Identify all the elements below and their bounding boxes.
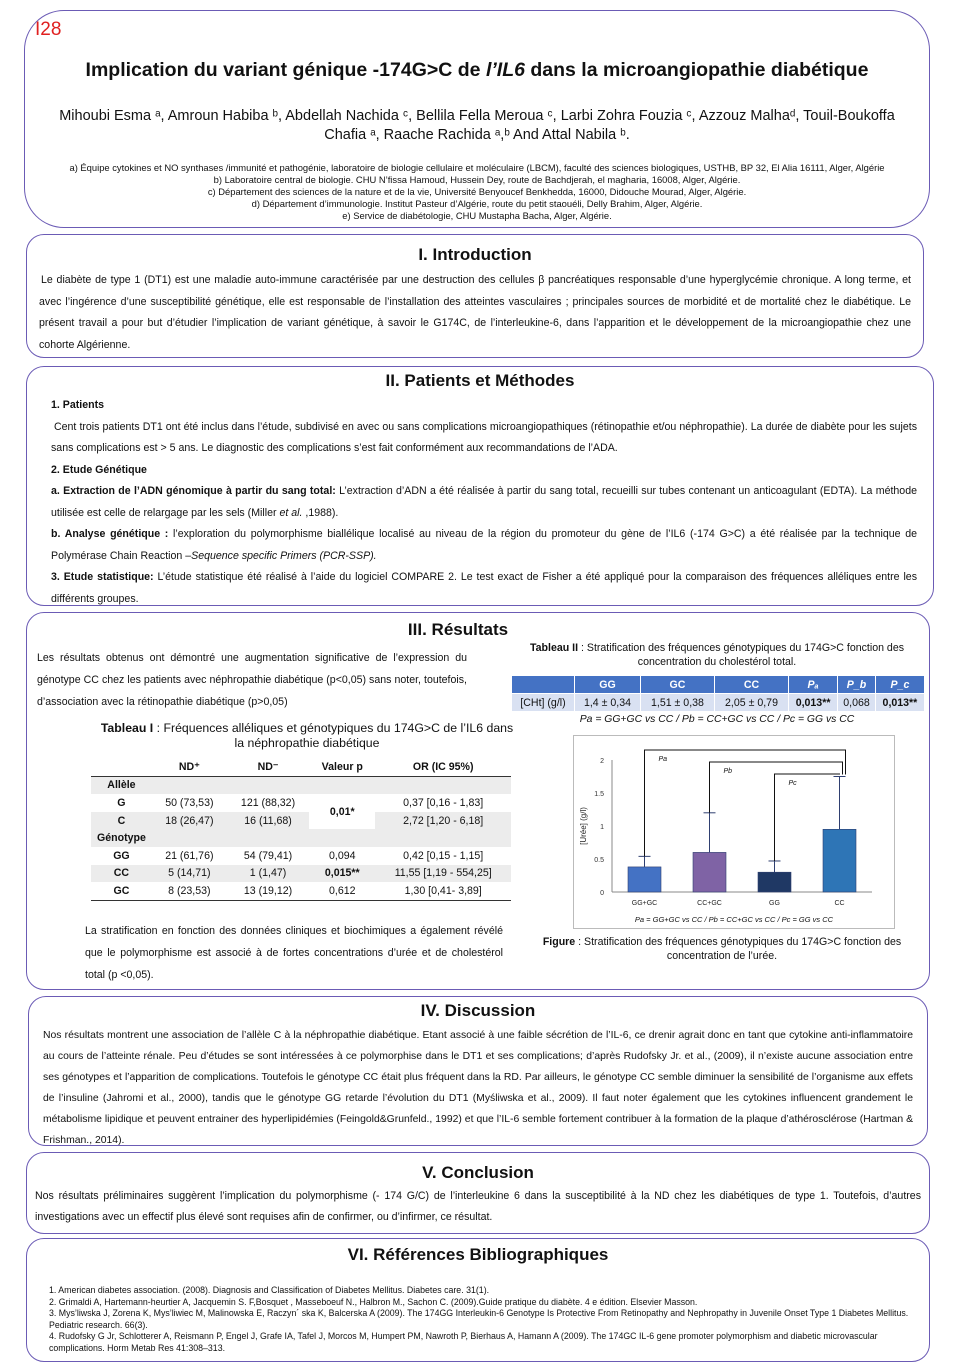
significance-bracket bbox=[645, 750, 846, 856]
t2-h2: GC bbox=[640, 676, 714, 694]
t1-allele-label: Allèle bbox=[107, 779, 136, 792]
references-box bbox=[26, 1238, 930, 1362]
t1-cell: G bbox=[117, 796, 126, 809]
t2-cell: 2,05 ± 0,79 bbox=[714, 694, 788, 712]
table1-caption bbox=[97, 721, 517, 751]
t2-cell: [CHt] (g/l) bbox=[512, 694, 575, 712]
y-tick-label: 0 bbox=[600, 890, 604, 897]
results-title: III. Résultats bbox=[407, 620, 509, 639]
table2-caption bbox=[515, 641, 919, 669]
table1-caption-bold: Tableau I bbox=[100, 721, 154, 735]
t2-cell: 0,068 bbox=[838, 694, 876, 712]
t1-h1: ND⁺ bbox=[178, 760, 200, 773]
methods-a-text: L’extraction d’ADN a été réalisée à partir du sang total, recueilli sur tubes contenant un anticoagulant (EDTA). La méthode utilisée est celle de relargage par les sels (Miller bbox=[51, 485, 917, 519]
t1-cell: 18 (26,47) bbox=[165, 814, 214, 827]
t1-cell: 0,42 [0,15 - 1,15] bbox=[403, 849, 484, 862]
figure-frame bbox=[573, 735, 895, 929]
methods-c bbox=[51, 567, 917, 610]
methods-content bbox=[51, 395, 917, 610]
title-part1: Implication du variant génique -174G>C de bbox=[85, 59, 486, 81]
table-row bbox=[91, 865, 511, 883]
t1-cell: 54 (79,41) bbox=[243, 849, 293, 862]
discussion-box bbox=[28, 996, 928, 1146]
introduction-box bbox=[26, 234, 924, 358]
poster-id: I28 bbox=[35, 19, 62, 40]
table1-caption-text: : Fréquences alléliques et génotypiques du 174G>C de l’IL6 dans la néphropathie diabétique bbox=[153, 721, 514, 750]
methods-p1: Cent trois patients DT1 ont été inclus dans l’étude, subdivisé en avec ou sans complications microangiopathiques (rétinopathie et/ou néphropathie). La durée de diabète pour les sujets sans complications est > 5 ans. Le diagnostic des complications s’est fait conformément aux recommandations de l’ADA. bbox=[51, 420, 917, 454]
affiliation-c: c) Département des sciences de la nature et de la vie, Université Benyoucef Benkhedda, 16000, Didouche Mourad, Alger, Algérie. bbox=[207, 186, 747, 197]
introduction-text: Le diabète de type 1 (DT1) est une maladie auto-immune caractérisée par une destruction des cellules β pancréatiques responsable d’une hyperglycémie chronique. A long terme, et avec l’ingérence d’une susceptibilité génétique, elle est responsable de l’installation des atteintes vasculaires ; principales sources de morbidité et de mortalité chez le diabétique. Le présent travail a pour but d’étudier l’implication de variant génétique, à savoir le G174C, de l’interleukine-6, dans l’apparition et le développement de la microangiopathie chez une cohorte Algérienne. bbox=[39, 274, 911, 351]
t2-h6: P_c bbox=[875, 676, 924, 694]
methods-c-text: L’étude statistique été réalisé à l’aide du logiciel COMPARE 2. Le test exact de Fisher a été appliqué pour la comparaison des fréquences alléliques entre les différents groupes. bbox=[51, 571, 917, 605]
conclusion-title: V. Conclusion bbox=[422, 1163, 534, 1182]
affiliation-a: a) Équipe cytokines et NO synthases /immunité et pathogénie, laboratoire de biologie cellulaire et moléculaire (LBCM), faculté des sciences biologiques, USTHB, BP 32, El Alia 16111, Alger, Algérie bbox=[69, 162, 885, 173]
stratification-text: La stratification en fonction des données cliniques et biochimiques a également révélé que le polymorphisme est associé à de fortes concentrations d’urée et de cholestérol total (p <0,05). bbox=[85, 925, 503, 981]
methods-c-label: 3. Etude statistique: bbox=[51, 571, 154, 583]
conclusion-box bbox=[26, 1152, 930, 1234]
authors bbox=[33, 107, 921, 145]
t1-cell: 8 (23,53) bbox=[168, 884, 211, 897]
table1-header bbox=[91, 758, 511, 776]
methods-b bbox=[51, 524, 917, 567]
bracket-label: Pc bbox=[788, 780, 797, 787]
bracket-label: Pa bbox=[658, 756, 668, 763]
table2-caption-text: : Stratification des fréquences génotypiques du 174G>C fonction des concentration du cholestérol total. bbox=[578, 642, 905, 668]
results-intro: Les résultats obtenus ont démontré une augmentation significative de l’expression du génotype CC chez les patients avec néphropathie diabétique (p<0,05) sans noter, toutefois, d’association avec la rétinopathie diabétique (p>0,05) bbox=[37, 652, 467, 708]
t1-cell: 0,015** bbox=[324, 867, 360, 880]
poster-title bbox=[25, 59, 929, 82]
bar-gg-gc bbox=[628, 867, 661, 892]
t1-h2: ND⁻ bbox=[257, 760, 279, 773]
references-title: VI. Références Bibliographiques bbox=[347, 1245, 609, 1264]
reference-item: 4. Rudofsky G Jr, Schlotterer A, Reismann P, Engel J, Grafe IA, Tafel J, Morcos M, Humpert PM, Nawroth P, Bierhaus A, Hamann A (2009). The 174GC IL-6 gene promoter polymorphism and diabetic microvascular complications. Horm Metab Res 41:308–313. bbox=[49, 1331, 878, 1353]
methods-title: II. Patients et Méthodes bbox=[385, 371, 575, 390]
methods-a-etal: et al. bbox=[279, 506, 303, 519]
t1-allele-row bbox=[91, 776, 511, 794]
methods-a-end: ,1988). bbox=[302, 506, 339, 519]
table2 bbox=[511, 675, 925, 712]
affiliation-e: e) Service de diabétologie, CHU Mustapha Bacha, Alger, Algérie. bbox=[342, 210, 612, 221]
table2-caption-bold: Tableau II bbox=[529, 642, 579, 654]
introduction-title: I. Introduction bbox=[418, 245, 532, 264]
t2-cell: 1,51 ± 0,38 bbox=[640, 694, 714, 712]
table-row bbox=[91, 794, 511, 812]
t1-cell: GG bbox=[113, 849, 130, 862]
t2-cell: 0,013** bbox=[789, 694, 838, 712]
authors-line2: Chafia ᵃ, Raache Rachida ᵃ,ᵇ And Attal Nabila ᵇ. bbox=[324, 127, 630, 143]
y-tick-label: 1.5 bbox=[594, 791, 604, 798]
chart-footnote: Pa = GG+GC vs CC / Pb = CC+GC vs CC / Pc = GG vs CC bbox=[634, 915, 834, 924]
methods-b-text: l’exploration du polymorphisme biallélique localisé au niveau de la région du promoteur du gène de l’IL6 (-174 G>C) a été réalisée par la technique de Polymérase Chain Reaction – bbox=[51, 528, 917, 562]
table2-note: Pa = GG+GC vs CC / Pb = CC+GC vs CC / Pc = GG vs CC bbox=[579, 714, 855, 725]
t2-cell: 1,4 ± 0,34 bbox=[575, 694, 641, 712]
title-gene: l’IL6 bbox=[485, 59, 525, 81]
t1-h3: Valeur p bbox=[321, 760, 363, 773]
t2-cell: 0,013** bbox=[875, 694, 924, 712]
t2-h3: CC bbox=[714, 676, 788, 694]
figure-caption bbox=[537, 935, 907, 963]
reference-item: 2. Grimaldi A, Hartemann-heurtier A, Jacquemin S. F,Bosquet , Masseboeuf N., Halbron M., Sachon C. (2009).Guide pratique du diabète. 4 e édition. Elsevier Masson. bbox=[49, 1296, 698, 1307]
t1-h0 bbox=[91, 758, 152, 776]
t1-cell: 5 (14,71) bbox=[168, 867, 211, 880]
t1-cell: 1,30 [0,41- 3,89] bbox=[404, 884, 482, 897]
methods-b-italic: Sequence specific Primers (PCR-SSP). bbox=[191, 549, 377, 562]
x-tick-label: CC bbox=[834, 900, 845, 907]
t1-genotype-label: Génotype bbox=[97, 832, 146, 845]
t1-cell: 1 (1,47) bbox=[249, 867, 287, 880]
discussion-title: IV. Discussion bbox=[420, 1001, 536, 1020]
y-axis-label: [Urée] (g/l) bbox=[579, 807, 588, 845]
reference-item: 1. American diabetes association. (2008). Diagnosis and Classification of Diabetes Mellitus. Diabetes care. 31(1). bbox=[49, 1285, 490, 1295]
t1-cell: 16 (11,68) bbox=[244, 814, 292, 827]
t1-cell: CC bbox=[113, 867, 130, 880]
t1-cell: 11,55 [1,19 - 554,25] bbox=[394, 867, 492, 880]
x-tick-label: CC+GC bbox=[697, 900, 722, 907]
t1-cell: 21 (61,76) bbox=[165, 849, 214, 862]
t2-h5: P_b bbox=[838, 676, 876, 694]
t1-cell: 2,72 [1,20 - 6,18] bbox=[403, 814, 484, 827]
y-tick-label: 2 bbox=[600, 758, 604, 765]
title-part3: dans la microangiopathie diabétique bbox=[524, 59, 869, 81]
t1-cell: GC bbox=[113, 884, 130, 897]
methods-b-label: b. Analyse génétique : bbox=[51, 528, 169, 540]
bar-cc-gc bbox=[693, 852, 726, 892]
affiliations bbox=[35, 162, 919, 222]
t2-h1: GG bbox=[575, 676, 641, 694]
bar-gg bbox=[758, 872, 791, 892]
t1-cell: 13 (19,12) bbox=[243, 884, 293, 897]
t2-h0 bbox=[512, 676, 575, 694]
references-list bbox=[49, 1285, 909, 1355]
affiliation-d: d) Département d’immunologie. Institut Pasteur d’Algérie, route du petit staouéli, Delly Brahim, Alger, Algérie. bbox=[251, 198, 703, 209]
methods-a-label: a. Extraction de l’ADN génomique à partir du sang total: bbox=[51, 485, 336, 497]
t1-cell: 121 (88,32) bbox=[240, 796, 296, 809]
y-tick-label: 0.5 bbox=[594, 857, 604, 864]
t1-cell: 0,612 bbox=[329, 884, 356, 897]
t1-allele-p: 0,01* bbox=[329, 805, 355, 818]
conclusion-text: Nos résultats préliminaires suggèrent l’implication du polymorphisme (- 174 G/C) de l’interleukine 6 dans la susceptibilité à la ND chez les diabétiques de type 1. Toutefois, d’autres investigations avec un effectif plus élevé sont requises afin de confirmer, ou d’infirmer, ce résultat. bbox=[35, 1190, 921, 1223]
results-box bbox=[26, 612, 930, 990]
header-box bbox=[24, 10, 930, 228]
t1-cell: C bbox=[117, 814, 126, 827]
methods-h1: 1. Patients bbox=[51, 399, 104, 411]
bracket-label: Pb bbox=[723, 768, 733, 775]
x-tick-label: GG bbox=[769, 900, 780, 907]
x-tick-label: GG+GC bbox=[631, 900, 658, 907]
table-row bbox=[91, 847, 511, 865]
y-tick-label: 1 bbox=[600, 824, 604, 831]
t1-cell: 0,37 [0,16 - 1,83] bbox=[403, 796, 484, 809]
urea-bar-chart bbox=[574, 736, 894, 928]
t1-genotype-row bbox=[91, 829, 511, 847]
bar-cc bbox=[823, 829, 856, 892]
affiliation-b: b) Laboratoire central de biologie. CHU N’fissa Hamoud, Hussein Dey, route de Bachdjerah, el magharia, 16008, Alger, Algérie. bbox=[213, 174, 741, 185]
table-row bbox=[91, 882, 511, 900]
reference-item: 3. Mys’liwska J, Zorena K, Mys’liwiec M, Malinowska E, Raczyn´ ska K, Balcerska A (2009). The 174GG Interleukin-6 Genotype Is Protective From Retinopathy and Nephropathy in Juvenile Onset Type 1 Diabetes Mellitus. Pediatric research. 66(3). bbox=[49, 1308, 909, 1330]
figure-caption-bold: Figure bbox=[542, 936, 576, 948]
t1-h4: OR (IC 95%) bbox=[412, 760, 474, 773]
table1 bbox=[91, 758, 511, 901]
methods-a bbox=[51, 481, 917, 524]
discussion-text: Nos résultats montrent une association de l’allèle C à la néphropathie diabétique. Etant associé à une faible sécrétion de l’IL-6, ce drenir agrait donc en tant que cytokine anti-inflammatoire au cours de l’atteinte rénale. Peu d’études se sont intéressées à ce polymorphise dans le DT1 et ses complications; d’après Rudofsky Jr. et al., (2009), il n’existe aucune association entre ses génotypes et l’apparition de complications. Toutefois le génotype CC était plus fréquent dans la RD. Par ailleurs, le génotype CC semble diminuer la sensibilité de l’organisme aux effets de l’insuline (Jahromi et al., 2000), tandis que le génotype GG retarde l’évolution du DT1 (Myśliwska et al., 2009). Il faut noter également que les cytokines influencent grandement le métabolisme lipidique et peuvent entrainer des hyperlipidémies (Feingold&Grunfeld., 1992) et que l’IL-6 semble fortement contribuer à la formation de la plaque d’athérosclérose (Hartman & Frishman., 2014). bbox=[43, 1030, 913, 1146]
table-row bbox=[91, 812, 511, 830]
t1-cell: 50 (73,53) bbox=[165, 796, 214, 809]
methods-box bbox=[26, 366, 934, 606]
t1-cell: 0,094 bbox=[329, 849, 356, 862]
table2-header bbox=[512, 676, 925, 694]
figure-caption-text: : Stratification des fréquences génotypiques du 174G>C fonction des concentration de l’urée. bbox=[575, 936, 902, 962]
table-row bbox=[512, 694, 925, 712]
methods-h2: 2. Etude Génétique bbox=[51, 463, 147, 476]
t2-h4: Pₐ bbox=[789, 676, 838, 694]
authors-line1: Mihoubi Esma ᵃ, Amroun Habiba ᵇ, Abdellah Nachida ᶜ, Bellila Fella Meroua ᶜ, Larbi Zohra Fouzia ᶜ, Azzouz Malhaᵈ, Touil-Boukoffa bbox=[59, 108, 895, 124]
